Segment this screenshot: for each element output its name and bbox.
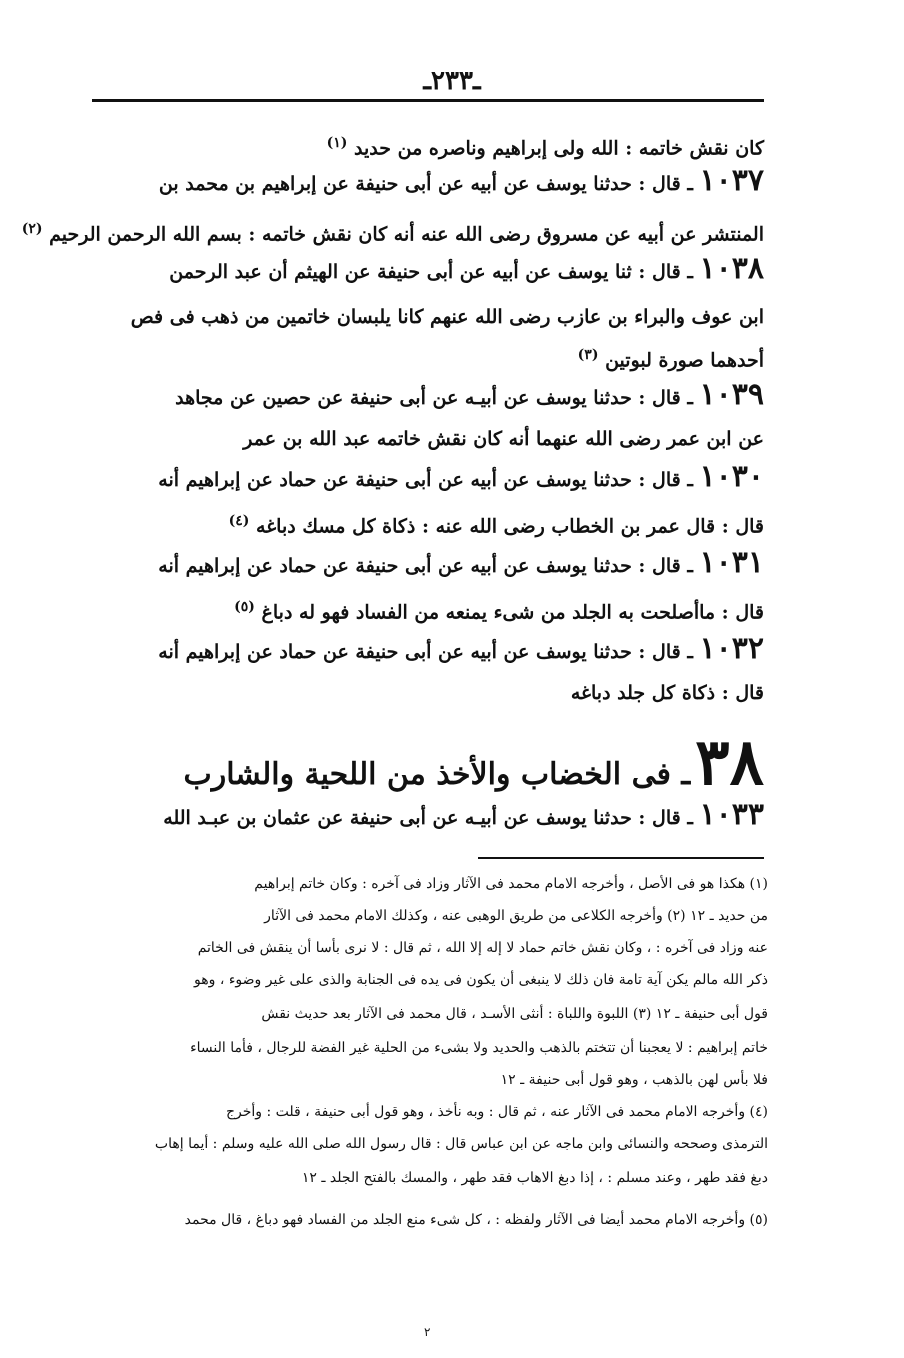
hadith-number: ١٠٣٧ (699, 163, 764, 198)
footnote-rule (478, 857, 764, 859)
hadith-number: ١٠٣٠ (699, 459, 764, 494)
chapter-title: ـ فى الخضاب والأخذ من اللحية والشارب (183, 757, 691, 792)
chapter-number: ٣٨ (695, 725, 764, 800)
hadith-number: ١٠٣٩ (699, 377, 764, 412)
body-line-1: كان نقش خاتمه : الله ولى إبراهيم وناصره من حديد $^{(١)}$ (326, 135, 764, 160)
chapter-heading (183, 725, 764, 810)
footnote-line: الترمذى وصححه والنسائى وابن ماجه عن ابن عباس قال : قال رسول الله صلى الله عليه وسلم : أيما إهاب (154, 1136, 768, 1152)
footnote-ref: (٣) (577, 347, 599, 363)
hadith-1032: ١٠٣٢ ـ قال : حدثنا يوسف عن أبيه عن أبى حنيفة عن حماد عن إبراهيم أنه (158, 631, 764, 666)
footnote-line: خاتم إبراهيم : لا يعجبنا أن تتختم بالذهب والحديد ولا بشىء من الحلية غير الفضة للرجال ، فأما النساء (190, 1040, 768, 1056)
body-line-8: عن ابن عمر رضى الله عنهما أنه كان نقش خاتمه عبد الله بن عمر (243, 428, 764, 450)
footnote-line: دبغ فقد طهر ، وعند مسلم : ، إذا دبغ الاهاب فقد طهر ، والمسك بالفتح الجلد ـ ١٢ (301, 1170, 768, 1186)
footnote-ref: (١) (326, 135, 348, 151)
hadith-1030: ١٠٣٠ ـ قال : حدثنا يوسف عن أبيه عن أبى حنيفة عن حماد عن إبراهيم أنه (158, 459, 764, 494)
hadith-number: ١٠٣٣ (699, 797, 764, 832)
footnote-ref: (٢) (21, 221, 43, 237)
footnote-line: ذكر الله مالم يكن آية تامة فان ذلك لا ينبغى أن يكون فى يده فى الجنابة والذى على غير وضوء ، وهو (194, 972, 768, 988)
page-number: ـ۲۳۳ـ (423, 66, 481, 96)
footnote-line: عنه وزاد فى آخره : ، وكان نقش خاتم حماد لا إله إلا الله ، ثم قال : لا نرى بأسا أن ينقش فى الخاتم (197, 940, 768, 956)
footnote-line: من حديد ـ ١٢ (٢) وأخرجه الكلاعى من طريق الوهبى عنه ، وكذلك الامام محمد فى الآثار (264, 908, 768, 924)
footnote-line: قول أبى حنيفة ـ ١٢ (٣) اللبوة واللباة : أنثى الأسـد ، قال محمد فى الآثار بعد حديث نقش (261, 1006, 768, 1022)
hadith-number: ١٠٣٨ (699, 251, 764, 286)
hadith-1031: ١٠٣١ ـ قال : حدثنا يوسف عن أبيه عن أبى حنيفة عن حماد عن إبراهيم أنه (158, 545, 764, 580)
hadith-1033: ١٠٣٣ ـ قال : حدثنا يوسف عن أبيـه عن أبى حنيفة عن عثمان بن عبـد الله (163, 797, 764, 832)
header-rule (92, 99, 764, 102)
footnote-line: (١) هكذا هو فى الأصل ، وأخرجه الامام محمد فى الآثار وزاد فى آخره : وكان خاتم إبراهيم (254, 876, 768, 892)
footnote-ref: (٥) (234, 599, 255, 615)
body-line-10: قال : قال عمر بن الخطاب رضى الله عنه : ذكاة كل مسك دباغه $^{(٤)}$ (228, 513, 764, 538)
hadith-number: ١٠٣٢ (699, 631, 764, 666)
hadith-1038: ١٠٣٨ ـ قال : ثنا يوسف عن أبيه عن أبى حنيفة عن الهيثم أن عبد الرحمن (169, 251, 764, 286)
body-line-14: قال : ذكاة كل جلد دباغه (570, 682, 764, 704)
footnote-line: فلا بأس لهن بالذهب ، وهو قول أبى حنيفة ـ ١٢ (500, 1072, 768, 1088)
body-line-6: أحدهما صورة لبوتين $^{(٣)}$ (577, 347, 764, 372)
footnote-ref: (٤) (228, 513, 250, 529)
footnote-line: (٤) وأخرجه الامام محمد فى الآثار عنه ، ثم قال : وبه نأخذ ، وهو قول أبى حنيفة ، قلت : وأخرج (225, 1104, 768, 1120)
body-line-3: المنتشر عن أبيه عن مسروق رضى الله عنه أنه كان نقش خاتمه : بسم الله الرحمن الرحيم $^{(٢)}$ (21, 221, 764, 246)
hadith-number: ١٠٣١ (699, 545, 764, 580)
body-line-5: ابن عوف والبراء بن عازب رضى الله عنهم كانا يلبسان خاتمين من ذهب فى فص (130, 306, 764, 328)
signature-mark: ٢ (424, 1325, 431, 1339)
body-line-12: قال : ماأصلحت به الجلد من شىء يمنعه من الفساد فهو له دباغ $^{(٥)}$ (234, 599, 764, 624)
hadith-1039: ١٠٣٩ ـ قال : حدثنا يوسف عن أبيـه عن أبى حنيفة عن حصين عن مجاهد (175, 377, 764, 412)
hadith-1037: ١٠٣٧ ـ قال : حدثنا يوسف عن أبيه عن أبى حنيفة عن إبراهيم بن محمد بن (158, 163, 764, 198)
footnote-line: (٥) وأخرجه الامام محمد أيضا فى الآثار ولفظه : ، كل شىء منع الجلد من الفساد فهو دباغ ، قال محمد (184, 1212, 768, 1228)
